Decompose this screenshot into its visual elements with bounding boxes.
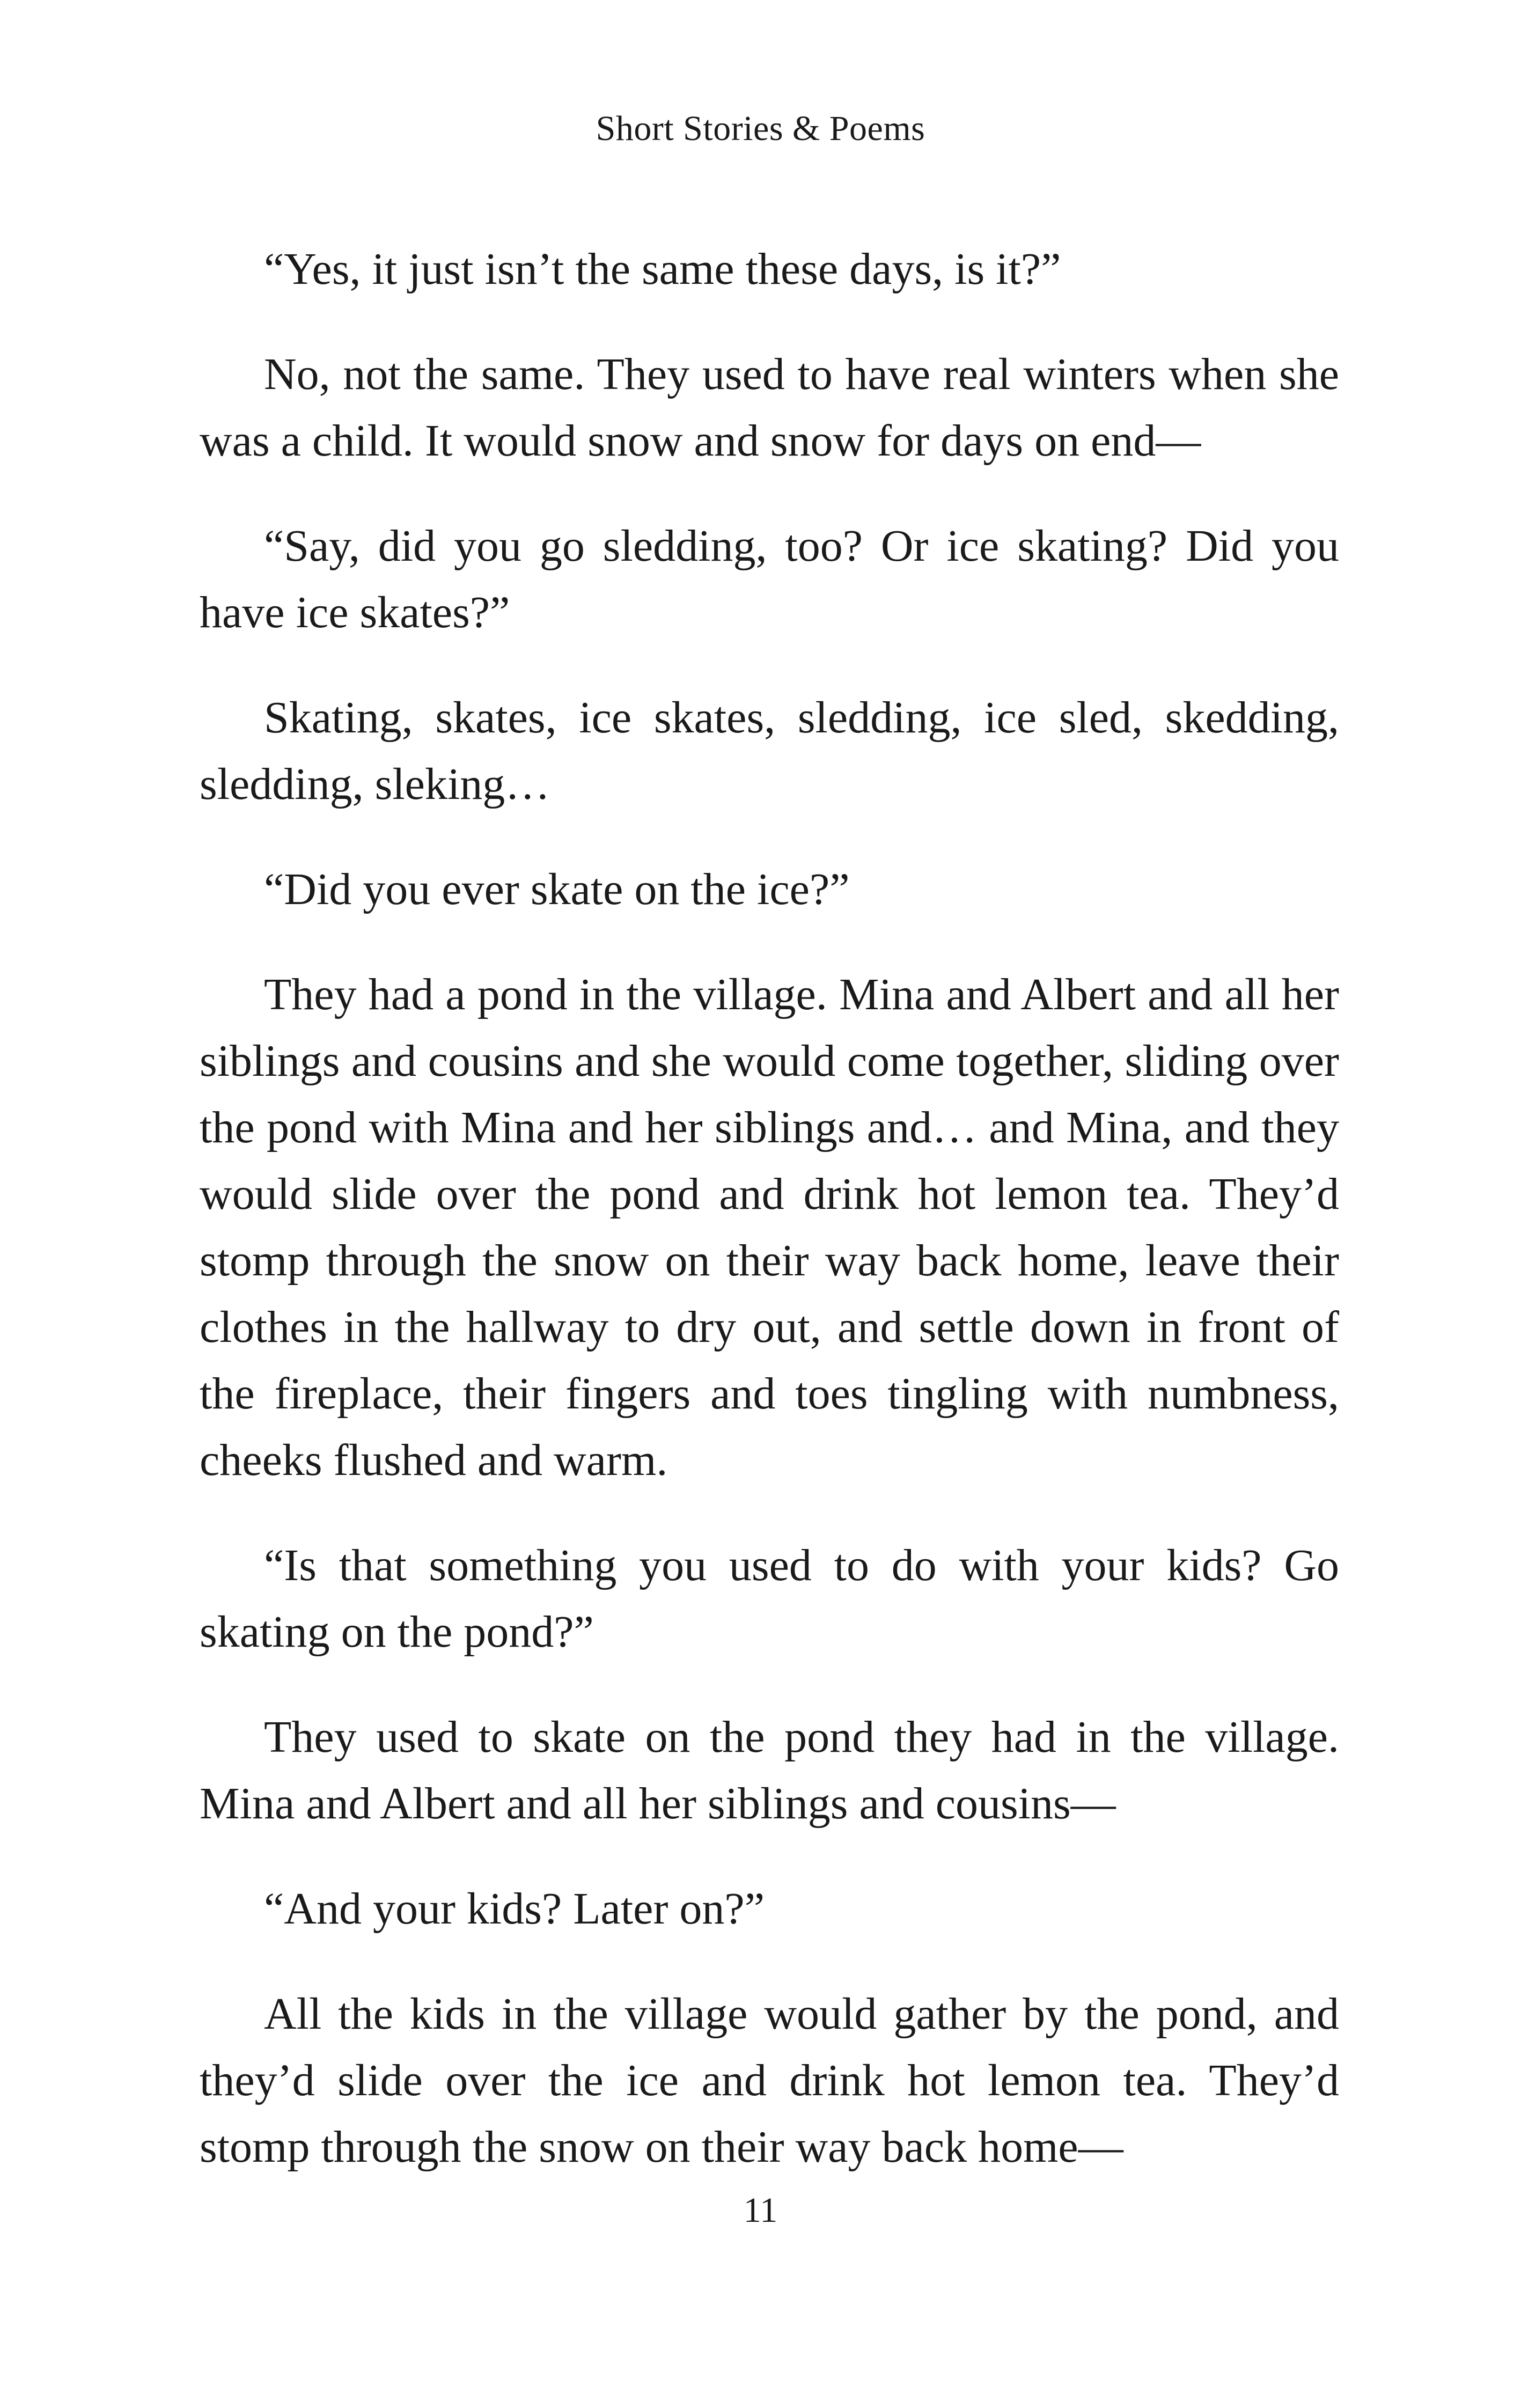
running-header: Short Stories & Poems — [596, 109, 925, 148]
paragraph: “Did you ever skate on the ice?” — [264, 864, 850, 914]
page-number: 11 — [743, 2191, 778, 2230]
body-text — [200, 236, 1339, 2219]
paragraph: They used to skate on the pond they had in the village. Mina and Albert and all her siblings and cousins— — [200, 1712, 1339, 1829]
paragraph: Skating, skates, ice skates, sledding, ice sled, skedding, sledding, sleking… — [200, 693, 1339, 809]
paragraph: “Say, did you go sledding, too? Or ice skating? Did you have ice skates?” — [200, 521, 1339, 637]
paragraph: “And your kids? Later on?” — [264, 1884, 765, 1934]
paragraph: No, not the same. They used to have real winters when she was a child. It would snow and snow for days on end— — [200, 349, 1339, 466]
paragraph: They had a pond in the village. Mina and Albert and all her siblings and cousins and she would come together, sliding over the pond with Mina and her siblings and… and Mina, and they would slide over the pond and drink hot lemon tea. They’d stomp through the snow on their way back home, leave their clothes in the hallway to dry out, and settle down in front of the fireplace, their fingers and toes tingling with numbness, cheeks flushed and warm. — [200, 970, 1339, 1485]
paragraph: “Is that something you used to do with your kids? Go skating on the pond?” — [200, 1540, 1339, 1657]
paragraph: All the kids in the village would gather by the pond, and they’d slide over the ice and drink hot lemon tea. They’d stomp through the snow on their way back home— — [200, 1989, 1339, 2172]
paragraph: “Yes, it just isn’t the same these days, is it?” — [264, 244, 1061, 294]
